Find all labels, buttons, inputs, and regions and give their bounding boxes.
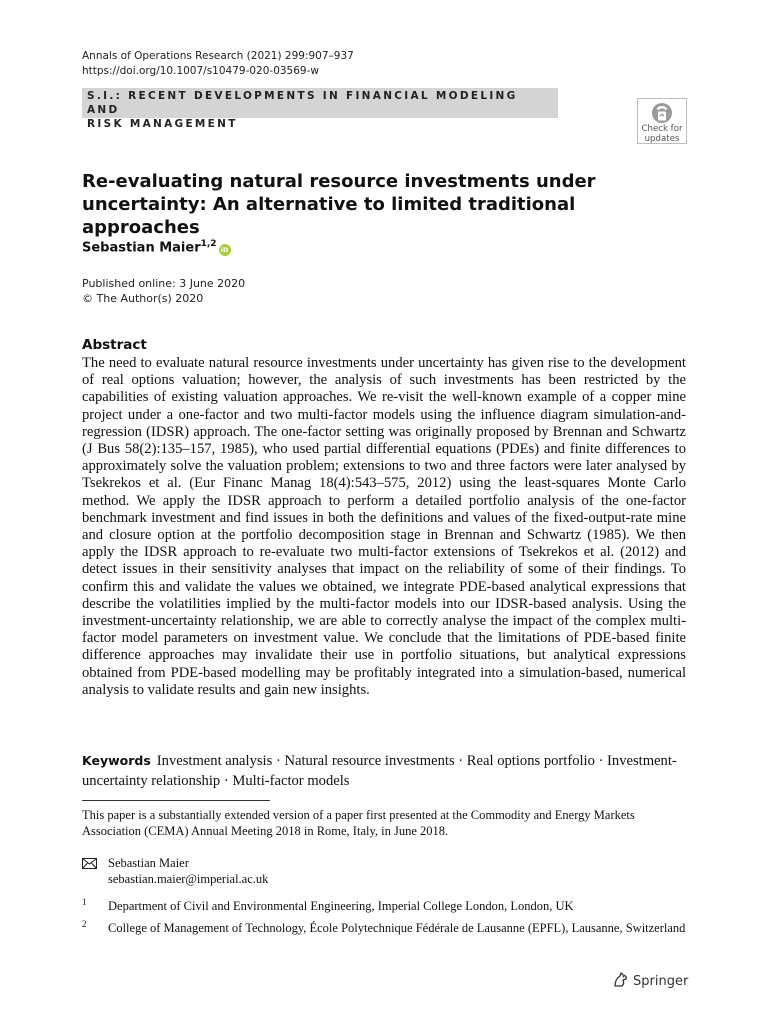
keywords-label: Keywords [82, 753, 151, 768]
journal-citation: Annals of Operations Research (2021) 299:907–937 [82, 50, 354, 62]
special-issue-line-1: S.I.: RECENT DEVELOPMENTS IN FINANCIAL MODELING AND [87, 90, 518, 116]
keywords-list: Investment analysis · Natural resource investments · Real options portfolio · Investment-uncertainty relationship · Multi-factor models [82, 753, 677, 789]
keywords [82, 751, 686, 791]
doi-link[interactable]: https://doi.org/10.1007/s10479-020-03569-w [82, 65, 319, 77]
author-line [82, 239, 231, 256]
author-name: Sebastian Maier [82, 240, 201, 256]
affiliation-number: 1 [82, 897, 87, 907]
affiliation-number: 2 [82, 919, 87, 929]
publication-info [82, 276, 245, 306]
author-affiliation-marks: 1,2 [200, 239, 217, 249]
affiliation-text: College of Management of Technology, École Polytechnique Fédérale de Lausanne (EPFL), Lausanne, Switzerland [108, 921, 686, 935]
special-issue-line-2: RISK MANAGEMENT [87, 118, 238, 130]
special-issue-banner [82, 88, 558, 130]
copyright: © The Author(s) 2020 [82, 292, 204, 305]
abstract-heading: Abstract [82, 337, 147, 353]
corresponding-name: Sebastian Maier [108, 856, 189, 870]
check-updates-line-1: Check for [641, 124, 683, 134]
springer-horse-icon [612, 971, 629, 988]
journal-header [82, 49, 354, 79]
orcid-icon[interactable]: iD [219, 244, 231, 256]
footnote-divider [82, 800, 270, 801]
check-for-updates-badge[interactable] [637, 98, 687, 144]
affiliation-2 [82, 920, 686, 936]
corresponding-author [82, 855, 268, 887]
corresponding-email[interactable]: sebastian.maier@imperial.ac.uk [108, 872, 269, 886]
article-title: Re-evaluating natural resource investments under uncertainty: An alternative to limited traditional approaches [82, 171, 596, 238]
abstract-body: The need to evaluate natural resource investments under uncertainty has given rise to the development of real options valuation; however, the analysis of such investments has been restricted by the capabilities of existing valuation approaches. We re-visit the well-known example of a copper mine project under a one-factor and two multi-factor models using the influence diagram simulation-and-regression (IDSR) approach. The one-factor setting was originally proposed by Brennan and Schwartz (J Bus 58(2):135–157, 1985), who used partial differential equations (PDEs) and finite differences to approximately solve the valuation problem; extensions to two and three factors were later analysed by Tsekrekos et al. (Eur Financ Manag 18(4):543–575, 2012) using the least-squares Monte Carlo method. We apply the IDSR approach to perform a detailed portfolio analysis of the one-factor benchmark investment and find issues in both the definitions and values of the fixed-output-rate mine and closure option at the portfolio decomposition stage in Brennan and Schwartz (1985). We then apply the IDSR approach to re-evaluate two multi-factor extensions of Tsekrekos et al. (2012) and detect issues in their sensitivity analyses that impact on the reliability of some of their findings. To confirm this and validate the values we obtained, we integrate PDE-based analytical expressions that describe the volatilities implied by the multi-factor models into our IDSR-based analysis. Using the investment-uncertainty relationship, we are able to correctly analyse the impact of the complex multi-factor model parameters on investment value. We conclude that the limitations of PDE-based finite difference approaches may invalidate their use in portfolio situations, but analytical expressions obtained from PDE-based modelling may be profitably integrated into a simulation-based, numerical analysis to validate results and gain new insights. [82, 355, 686, 698]
footnote: This paper is a substantially extended version of a paper first presented at the Commodity and Energy Markets Association (CEMA) Annual Meeting 2018 in Rome, Italy, in June 2018. [82, 808, 635, 838]
crossmark-icon [651, 102, 673, 124]
affiliation-text: Department of Civil and Environmental Engineering, Imperial College London, London, UK [108, 899, 574, 913]
check-updates-line-2: updates [644, 133, 680, 144]
envelope-icon [82, 858, 97, 869]
published-date: Published online: 3 June 2020 [82, 277, 246, 290]
affiliation-1 [82, 898, 686, 914]
publisher-logo [612, 971, 688, 989]
publisher-name: Springer [633, 974, 689, 989]
